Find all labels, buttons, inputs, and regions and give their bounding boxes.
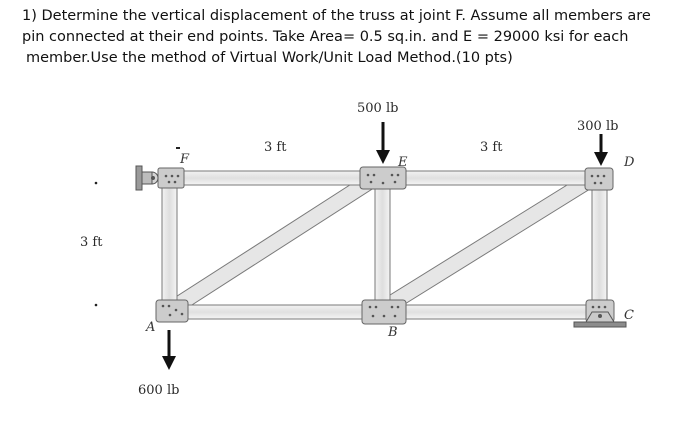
gusset-D <box>585 168 613 190</box>
load-arrow-A <box>162 330 176 370</box>
load-arrow-E <box>376 122 390 164</box>
gusset-A <box>156 300 188 322</box>
joint-label-F: F <box>180 152 190 167</box>
problem-line-2: pin connected at their end points. Take Area= 0.5 sq.in. and E = 29000 ksi for each <box>22 29 629 45</box>
load-label-A: 600 lb <box>138 383 180 398</box>
joint-label-D: D <box>624 155 635 170</box>
member-BC <box>382 305 598 319</box>
member-EB <box>375 178 390 312</box>
member-ED <box>382 171 598 185</box>
joint-label-C: C <box>624 308 634 323</box>
gusset-E <box>360 167 406 189</box>
problem-line-3: member.Use the method of Virtual Work/Unit Load Method.(10 pts) <box>26 50 513 66</box>
load-arrow-D <box>594 134 608 166</box>
gusset-B <box>362 300 406 324</box>
member-BD <box>382 172 598 312</box>
gusset-F <box>158 168 184 188</box>
joint-label-E: E <box>398 155 408 170</box>
joint-label-B: B <box>388 325 398 340</box>
dimension-label-left: 3 ft <box>264 140 287 155</box>
pin-support-F <box>136 166 158 190</box>
member-AE <box>171 172 380 312</box>
dimension-label-height: 3 ft <box>80 235 103 250</box>
dimension-label-right: 3 ft <box>480 140 503 155</box>
joint-label-A: A <box>146 320 156 335</box>
problem-line-1: 1) Determine the vertical displacement of the truss at joint F. Assume all members are <box>22 8 651 24</box>
member-FA <box>162 178 177 312</box>
member-DC <box>592 178 607 312</box>
load-label-D: 300 lb <box>577 119 619 134</box>
load-label-E: 500 lb <box>357 101 399 116</box>
member-FE <box>170 171 382 185</box>
member-AB <box>170 305 382 319</box>
